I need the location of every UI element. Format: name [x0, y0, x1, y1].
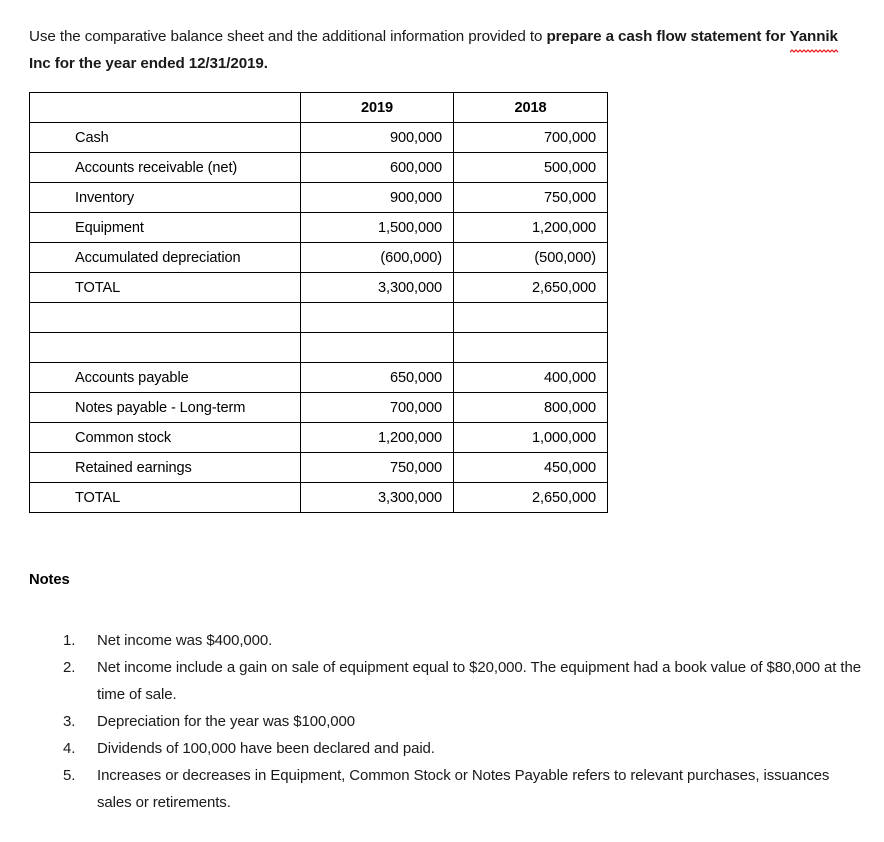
row-label-cell — [30, 303, 301, 333]
note-text: Dividends of 100,000 have been declared and paid. — [97, 740, 435, 757]
misspelled-word-yannik — [790, 23, 838, 50]
row-value-2018-cell: (500,000) — [454, 243, 608, 273]
row-value-2019-cell: 750,000 — [301, 453, 454, 483]
row-value-2018-cell: 700,000 — [454, 123, 608, 153]
note-item — [63, 708, 863, 735]
column-header-label — [30, 93, 301, 123]
table-row — [30, 483, 608, 513]
table-header-row — [30, 93, 608, 123]
row-label-cell — [30, 333, 301, 363]
spellcheck-squiggle-icon — [790, 49, 838, 53]
row-value-2019-cell — [301, 333, 454, 363]
note-marker: 3. — [63, 713, 76, 730]
note-text: Net income was $400,000. — [97, 632, 273, 649]
note-marker: 4. — [63, 740, 76, 757]
note-marker: 2. — [63, 659, 76, 676]
row-label-cell: TOTAL — [30, 483, 301, 513]
row-label-cell: TOTAL — [30, 273, 301, 303]
table-row — [30, 243, 608, 273]
row-label-cell: Retained earnings — [30, 453, 301, 483]
row-value-2019-cell: 3,300,000 — [301, 483, 454, 513]
row-value-2018-cell: 400,000 — [454, 363, 608, 393]
table-header — [30, 93, 608, 123]
row-value-2019-cell: 3,300,000 — [301, 273, 454, 303]
table-row — [30, 393, 608, 423]
table-row — [30, 123, 608, 153]
row-label-cell: Accounts receivable (net) — [30, 153, 301, 183]
table-row — [30, 213, 608, 243]
row-value-2019-cell: 650,000 — [301, 363, 454, 393]
note-text: Depreciation for the year was $100,000 — [97, 713, 356, 730]
row-value-2018-cell: 500,000 — [454, 153, 608, 183]
note-item — [63, 627, 863, 654]
row-value-2019-cell: 900,000 — [301, 123, 454, 153]
row-value-2019-cell: (600,000) — [301, 243, 454, 273]
table-row — [30, 183, 608, 213]
row-label-cell: Cash — [30, 123, 301, 153]
row-value-2018-cell: 1,000,000 — [454, 423, 608, 453]
comparative-balance-sheet-table — [29, 92, 608, 513]
row-value-2018-cell — [454, 333, 608, 363]
row-value-2018-cell: 2,650,000 — [454, 483, 608, 513]
table-row — [30, 303, 608, 333]
intro-bold-text-part2: Inc for the year ended 12/31/2019. — [29, 55, 268, 73]
table-row — [30, 273, 608, 303]
intro-plain-text: Use the comparative balance sheet and the additional information provided to — [29, 28, 547, 46]
row-value-2018-cell: 450,000 — [454, 453, 608, 483]
row-value-2018-cell: 750,000 — [454, 183, 608, 213]
note-text: Increases or decreases in Equipment, Common Stock or Notes Payable refers to relevant purchases, issuances sales or retirements. — [97, 767, 830, 811]
column-header-2019: 2019 — [301, 93, 454, 123]
column-header-2018: 2018 — [454, 93, 608, 123]
table-body — [30, 123, 608, 513]
row-value-2018-cell: 800,000 — [454, 393, 608, 423]
notes-list — [63, 627, 863, 816]
row-value-2018-cell — [454, 303, 608, 333]
notes-heading: Notes — [29, 572, 70, 588]
intro-bold-text-part1: prepare a cash flow statement for — [546, 28, 790, 46]
table-row — [30, 363, 608, 393]
row-value-2018-cell: 1,200,000 — [454, 213, 608, 243]
row-value-2019-cell — [301, 303, 454, 333]
row-value-2019-cell: 900,000 — [301, 183, 454, 213]
row-value-2019-cell: 1,200,000 — [301, 423, 454, 453]
row-value-2018-cell: 2,650,000 — [454, 273, 608, 303]
row-value-2019-cell: 600,000 — [301, 153, 454, 183]
row-label-cell: Notes payable - Long-term — [30, 393, 301, 423]
table-row — [30, 153, 608, 183]
note-marker: 1. — [63, 632, 76, 649]
table-row — [30, 423, 608, 453]
note-item — [63, 735, 863, 762]
note-item — [63, 654, 863, 708]
row-label-cell: Inventory — [30, 183, 301, 213]
note-item — [63, 762, 863, 816]
note-text: Net income include a gain on sale of equipment equal to $20,000. The equipment had a book value of $80,000 at the time of sale. — [97, 659, 861, 703]
row-label-cell: Accounts payable — [30, 363, 301, 393]
note-marker: 5. — [63, 767, 76, 784]
table-row — [30, 333, 608, 363]
table-row — [30, 453, 608, 483]
intro-paragraph — [29, 23, 859, 77]
row-value-2019-cell: 1,500,000 — [301, 213, 454, 243]
row-label-cell: Common stock — [30, 423, 301, 453]
row-value-2019-cell: 700,000 — [301, 393, 454, 423]
row-label-cell: Accumulated depreciation — [30, 243, 301, 273]
misspelled-word-text: Yannik — [789, 28, 838, 46]
row-label-cell: Equipment — [30, 213, 301, 243]
